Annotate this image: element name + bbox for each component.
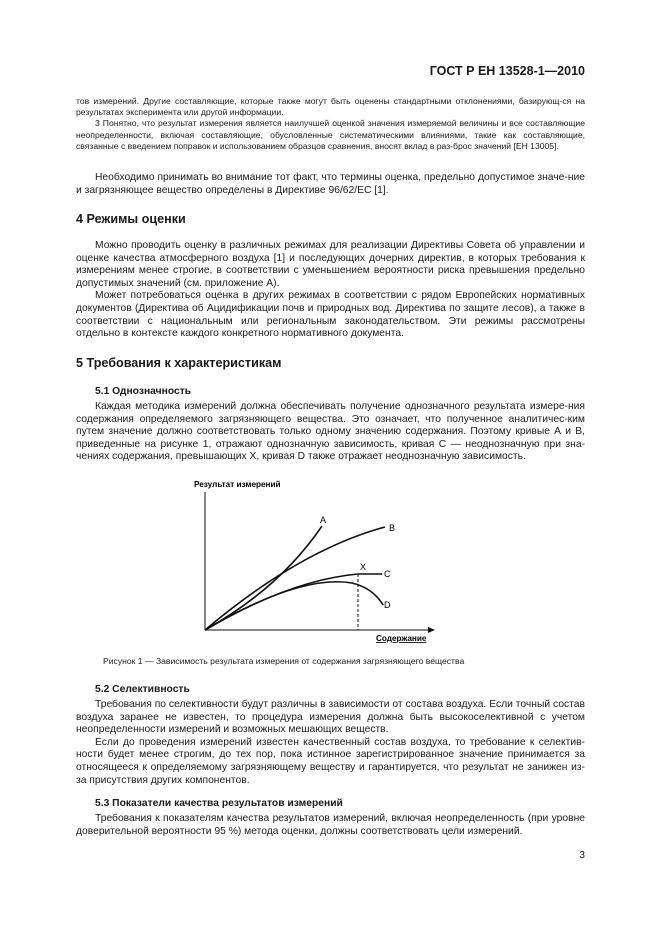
section-5-2-title: 5.2 Селективность: [95, 684, 190, 695]
section-4-title: 4 Режимы оценки: [76, 212, 186, 226]
section-5-1: [76, 386, 585, 464]
curve-b-label: B: [389, 523, 396, 533]
notes-block: [76, 96, 585, 152]
curve-c: [205, 574, 382, 630]
section-5-1-paragraph: Каждая методика измерений должна обеспечивать получение однозначного результата измере-ния содержания определяемого загрязняющего вещества. Это означает, что полученное аналитичес-ким путем значение должно соответствовать только одному значению содержания. Поэтому кривые А и В, приведенные на рисунке 1, отражают однозначную зависимость, кривая С — неоднозначную при зна-чениях содержания, превышающих X, кривая D также отражает неоднозначную зависимость.: [76, 401, 585, 463]
section-4-paragraph-2: Может потребоваться оценка в других режимах в соответствии с рядом Европейских нормативных документов (Директива об Ацидификации почв и природных вод. Директива по защите лесов), а также в соответствии с национальным или региональным законодательством. Эти режимы рассмотрены отдельно в контексте каждого конкретного нормативного документа.: [76, 290, 585, 340]
note-3: 3 Понятно, что результат измерения является наилучшей оценкой значения измеряемой величины и все составляющие неопределенности, включая составляющие, обусловленные систематическими влияниями, такие как составляющие, связанные с введением поправок и использованием образцов сравнения, вносят вклад в раз-брос значений [ЕН 13005].: [76, 118, 585, 151]
note-continuation: тов измерений. Другие составляющие, которые также могут быть оценены стандартными отклонениями, базирующ-ся на результатах эксперимента или другой информации.: [76, 96, 585, 118]
curve-d-label: D: [384, 600, 391, 610]
section-4-body: [76, 240, 585, 341]
section-5-1-title: 5.1 Однозначность: [95, 386, 192, 397]
intro-paragraph-block: [76, 172, 585, 197]
section-5-title: 5 Требования к характеристикам: [76, 356, 282, 370]
section-5-3-title: 5.3 Показатели качества результатов измерений: [95, 798, 343, 809]
curve-x-label: X: [360, 562, 367, 572]
figure-y-axis-label: Результат измерений: [194, 480, 281, 489]
intro-paragraph: Необходимо принимать во внимание тот факт, что термины оценка, предельно допустимое значе-ние и загрязняющее вещество определены в Директиве 96/62/ЕС [1].: [76, 172, 585, 196]
figure-1-caption: Рисунок 1 — Зависимость результата измерения от содержания загрязняющего вещества: [103, 656, 465, 666]
section-5-2-paragraph-1: Требования по селективности будут различны в зависимости от состава воздуха. Если точный состав воздуха заранее не известен, то процедура измерения должна быть высокоселективной с учетом неопределенности измерений и возможных мешающих веществ.: [76, 699, 585, 736]
section-5-3-paragraph: Требования к показателям качества результатов измерений, включая неопределенность (при уровне доверительной вероятности 95 %) метода оценки, должны соответствовать цели измерений.: [76, 813, 585, 837]
page-number: 3: [579, 850, 585, 861]
section-5-2-paragraph-2: Если до проведения измерений известен качественный состав воздуха, то требование к селектив-ности будет менее строгим, до тех пор, пока истинное зарегистрированное значение принимается за относящееся к определяемому загрязняющему веществу и гарантируется, что результат не занижен из-за присутствия других компонентов.: [76, 736, 585, 786]
figure-x-axis-arrow: [428, 627, 435, 633]
figure-1-plot: [180, 470, 450, 648]
section-5-2: [76, 684, 585, 787]
section-5-title-block: [76, 356, 585, 370]
section-4-paragraph-1: Можно проводить оценку в различных режимах для реализации Директивы Совета об управлении и оценке качества атмосферного воздуха [1] и последующих дочерних директив, в которых требования к измерениям менее строгие, в соответствии с уменьшением вероятности риска превышения предельно допустимых значений (см. приложение А).: [76, 240, 585, 289]
section-4: [76, 212, 585, 226]
section-5-3: [76, 798, 585, 838]
curve-a: [205, 526, 322, 630]
curve-c-label: C: [384, 569, 391, 579]
figure-x-axis-label: Содержание: [376, 634, 427, 643]
curve-a-label: A: [320, 515, 327, 525]
curve-d: [205, 582, 383, 630]
document-id: ГОСТ Р ЕН 13528-1—2010: [429, 64, 585, 78]
